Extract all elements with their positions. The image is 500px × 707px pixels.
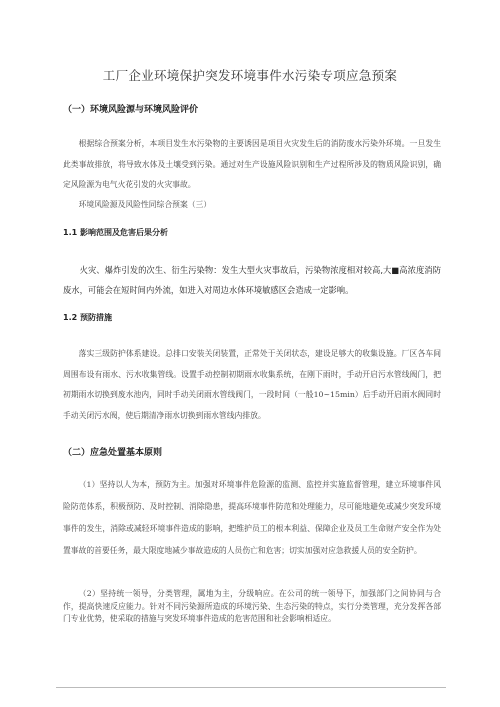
section-heading-principles: （二）应急处置基本原则 bbox=[63, 448, 163, 458]
page-bottom-divider bbox=[56, 687, 446, 688]
paragraph-principle-2: （2）坚持统一领导，分类管理，属地为主，分级响应。在公司的统一领导下，加强部门之间协同与合作，提高快速反应能力。针对不同污染源所造成的环境污染、生态污染的特点，实行分类管理，充分发挥各部门专业优势，使采取的措施与突发环境事件造成的危害范围和社会影响相适应。 bbox=[63, 589, 441, 623]
subsection-heading-prevention: 1.2 预防措施 bbox=[63, 313, 112, 322]
paragraph-prevention-measures: 落实三级防护体系建设。总排口安装关闭装置，正常处于关闭状态，建设足够大的收集设施。厂区各车间周围布设有雨水、污水收集管线。设置手动控制初期雨水收集系统，在刚下雨时，手动开启污水管线阀门，把初期雨水切换到废水池内，同时手动关闭雨水管线阀门，一段时间（一般10~15min）后手动开启雨水阀同时手动关闭污水阀，使后期清净雨水切换到雨水管线内排放。 bbox=[63, 349, 441, 420]
section-heading-risk-sources: （一）环境风险源与环境风险评价 bbox=[63, 105, 199, 115]
paragraph-principle-1: （1）坚持以人为本，预防为主。加强对环境事件危险源的监测、监控并实施监督管理，建立环境事件风险防范体系，积极预防、及时控制、消除隐患，提高环境事件防范和处理能力，尽可能地避免或减少突发环境事件的发生，消除或减轻环境事件造成的影响，把维护员工的根本利益、保障企业及员工生命财产安全作为处置事故的首要任务，最大限度地减少事故造成的人员伤亡和危害；切实加强对应急救援人员的安全防护。 bbox=[63, 480, 441, 555]
paragraph-risk-reference: 环境风险源及风险性同综合预案（三） bbox=[78, 200, 212, 209]
document-title: 工厂企业环境保护突发环境事件水污染专项应急预案 bbox=[102, 68, 398, 83]
subsection-heading-impact: 1.1 影响范围及危害后果分析 bbox=[63, 228, 168, 237]
paragraph-risk-analysis: 根据综合预案分析，本项目发生水污染物的主要诱因是项目火灾发生后的消防废水污染外环境。一旦发生此类事故排放，将导致水体及土壤受到污染。通过对生产设施风险识别和生产过程所涉及的物质风险识别，确定风险源为电气火花引发的火灾事故。 bbox=[63, 139, 441, 189]
paragraph-impact-analysis: 火灾、爆炸引发的次生、衍生污染物：发生大型火灾事故后，污染物浓度相对较高,大■高浓度消防废水，可能会在短时间内外流，如进入对周边水体环境敏感区会造成一定影响。 bbox=[63, 265, 441, 295]
